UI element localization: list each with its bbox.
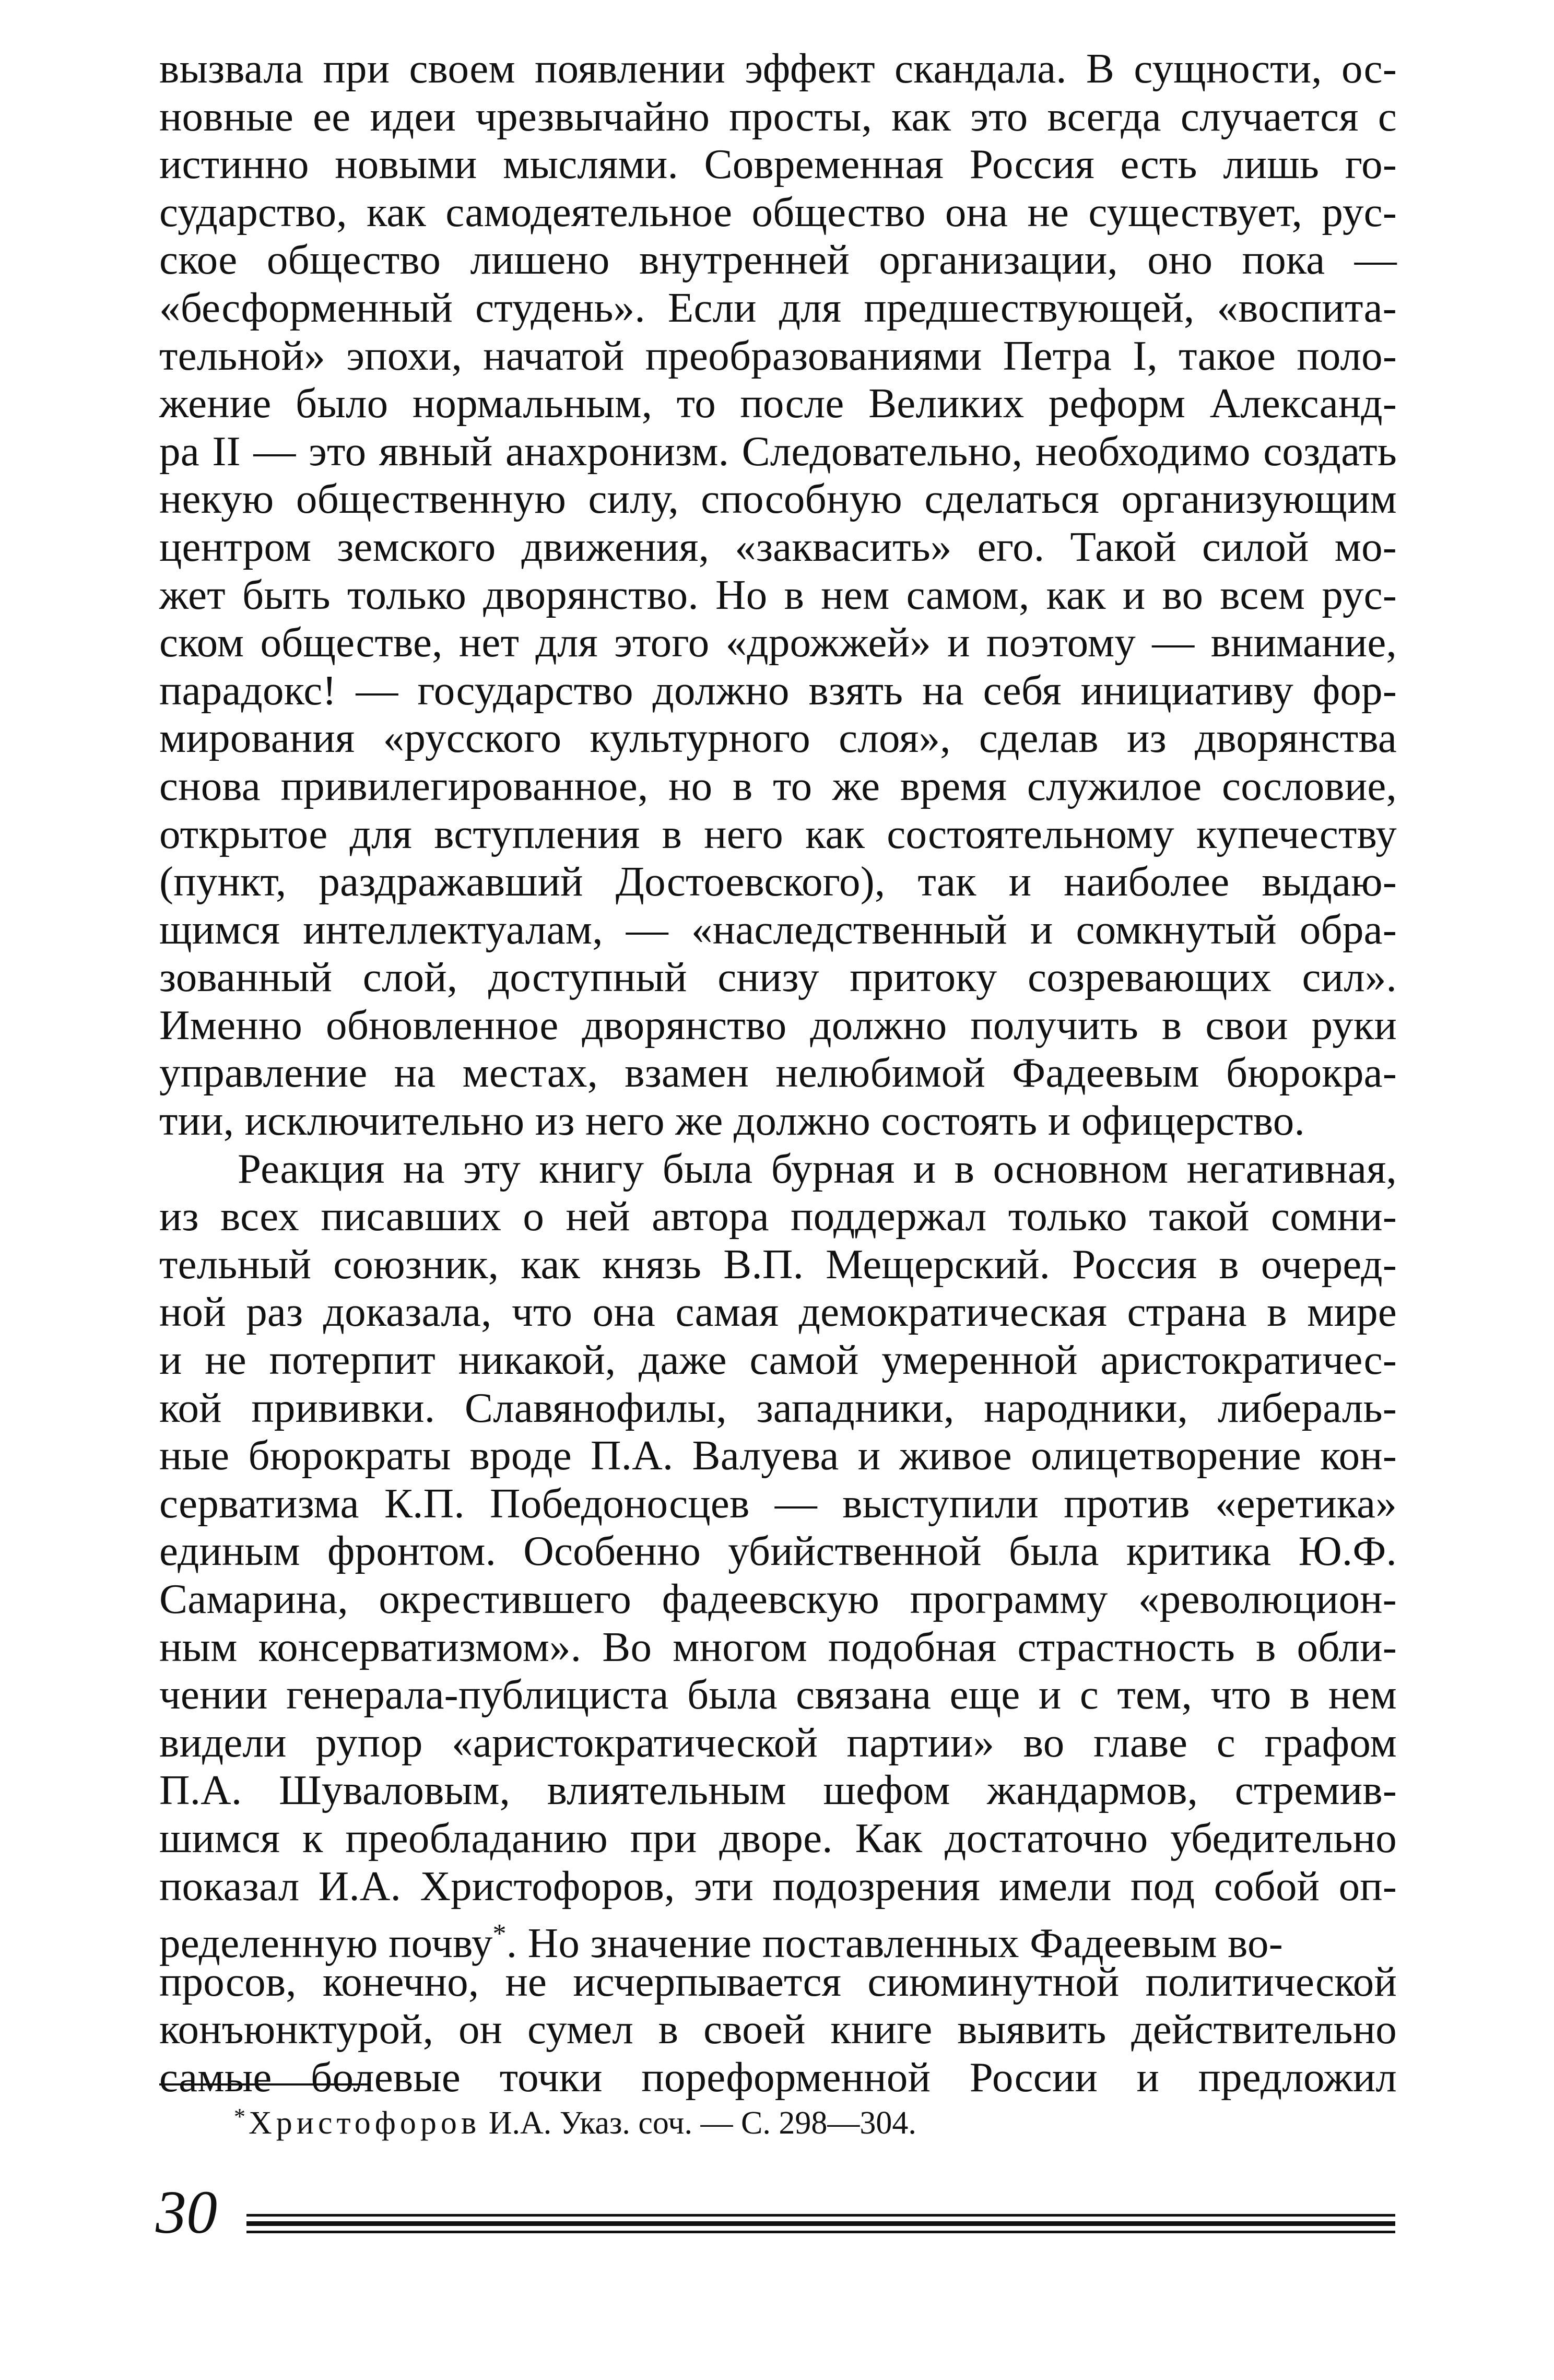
text-line: открытое для вступления в него как состоятельному купечеству bbox=[159, 810, 1397, 857]
text-line: снова привилегированное, но в то же время служилое сословие, bbox=[159, 762, 1397, 809]
page-number: 30 bbox=[156, 2178, 217, 2246]
text-line: зованный слой, доступный снизу притоку созревающих сил». bbox=[159, 953, 1397, 1001]
footnote-separator bbox=[159, 2083, 371, 2086]
text-line: самые болевые точки пореформенной России и предложил bbox=[159, 2053, 1397, 2101]
text-line: (пункт, раздражавший Достоевского), так и наиболее выдаю- bbox=[159, 858, 1397, 905]
footnote-author: Христофоров bbox=[249, 2105, 481, 2141]
text-line: сударство, как самодеятельное общество она не существует, рус- bbox=[159, 188, 1397, 235]
main-text bbox=[159, 45, 1397, 2102]
text-line: мирования «русского культурного слоя», сделав из дворянства bbox=[159, 714, 1397, 762]
text-line: жение было нормальным, то после Великих реформ Александ- bbox=[159, 380, 1397, 427]
text-line: щимся интеллектуалам, — «наследственный и сомкнутый обра- bbox=[159, 905, 1397, 953]
text-line: ной раз доказала, что она самая демократическая страна в мире bbox=[159, 1288, 1397, 1336]
text-line: парадокс! — государство должно взять на себя инициативу фор- bbox=[159, 666, 1397, 714]
text-line: шимся к преобладанию при дворе. Как достаточно убедительно bbox=[159, 1814, 1397, 1861]
text-line: единым фронтом. Особенно убийственной была критика Ю.Ф. bbox=[159, 1527, 1397, 1575]
text-line: кой прививки. Славянофилы, западники, народники, либераль- bbox=[159, 1384, 1397, 1431]
text-line: управление на местах, взамен нелюбимой Фадеевым бюрокра- bbox=[159, 1049, 1397, 1097]
rule-line-thin bbox=[246, 2231, 1395, 2233]
rule-line-thin bbox=[246, 2214, 1395, 2217]
rule-line-thick bbox=[246, 2221, 1395, 2226]
text-line: видели рупор «аристократической партии» во главе с графом bbox=[159, 1718, 1397, 1766]
footnote-citation: И.А. Указ. соч. — С. 298—304. bbox=[480, 2105, 916, 2141]
text-line: Именно обновленное дворянство должно получить в свои руки bbox=[159, 1001, 1397, 1048]
text-line: «бесформенный студень». Если для предшествующей, «воспита- bbox=[159, 284, 1397, 331]
text-line: ском обществе, нет для этого «дрожжей» и поэтому — внимание, bbox=[159, 619, 1397, 666]
text-line: ным консерватизмом». Во многом подобная страстность в обли- bbox=[159, 1623, 1397, 1670]
text-line: центром земского движения, «заквасить» его. Такой силой мо- bbox=[159, 523, 1397, 570]
text-line: Самарина, окрестившего фадеевскую программу «революцион- bbox=[159, 1575, 1397, 1622]
paragraph-end-line: тии, исключительно из него же должно состоять и офицерство. bbox=[159, 1097, 1305, 1145]
footnote-reference: * bbox=[492, 1919, 507, 1949]
text-line: чении генерала-публициста была связана еще и с тем, что в нем bbox=[159, 1671, 1397, 1718]
text-line: новные ее идеи чрезвычайно просты, как это всегда случается с bbox=[159, 92, 1397, 140]
text-segment: ределенную почву bbox=[159, 1919, 493, 1967]
text-line: жет быть только дворянство. Но в нем самом, как и во всем рус- bbox=[159, 571, 1397, 618]
text-line-with-footnote-ref bbox=[159, 1910, 1397, 1967]
text-line: тельный союзник, как князь В.П. Мещерский. Россия в очеред- bbox=[159, 1240, 1397, 1288]
text-line: ные бюрократы вроде П.А. Валуева и живое олицетворение кон- bbox=[159, 1432, 1397, 1479]
paragraph-start-line: Реакция на эту книгу была бурная и в основном негативная, bbox=[238, 1145, 1397, 1192]
footnote-marker: * bbox=[234, 2104, 245, 2129]
text-line: серватизма К.П. Победоносцев — выступили против «еретика» bbox=[159, 1479, 1397, 1527]
text-line: ра II — это явный анахронизм. Следовательно, необходимо создать bbox=[159, 427, 1397, 475]
text-segment: . Но значение поставленных Фадеевым во- bbox=[506, 1919, 1283, 1967]
text-line: истинно новыми мыслями. Современная Россия есть лишь го- bbox=[159, 140, 1397, 188]
footnote bbox=[234, 2098, 916, 2142]
text-line: просов, конечно, не исчерпывается сиюминутной политической bbox=[159, 1958, 1397, 2005]
text-line: из всех писавших о ней автора поддержал только такой сомни- bbox=[159, 1193, 1397, 1240]
text-line: тельной» эпохи, начатой преобразованиями Петра I, такое поло- bbox=[159, 332, 1397, 379]
text-line: ское общество лишено внутренней организации, оно пока — bbox=[159, 236, 1397, 284]
text-line: и не потерпит никакой, даже самой умеренной аристократичес- bbox=[159, 1336, 1397, 1384]
text-line: конъюнктурой, он сумел в своей книге выявить действительно bbox=[159, 2006, 1397, 2053]
text-line: вызвала при своем появлении эффект скандала. В сущности, ос- bbox=[159, 45, 1397, 92]
text-line: П.А. Шуваловым, влиятельным шефом жандармов, стремив- bbox=[159, 1766, 1397, 1814]
text-line: некую общественную силу, способную сделаться организующим bbox=[159, 475, 1397, 523]
text-line: показал И.А. Христофоров, эти подозрения имели под собой оп- bbox=[159, 1862, 1397, 1910]
